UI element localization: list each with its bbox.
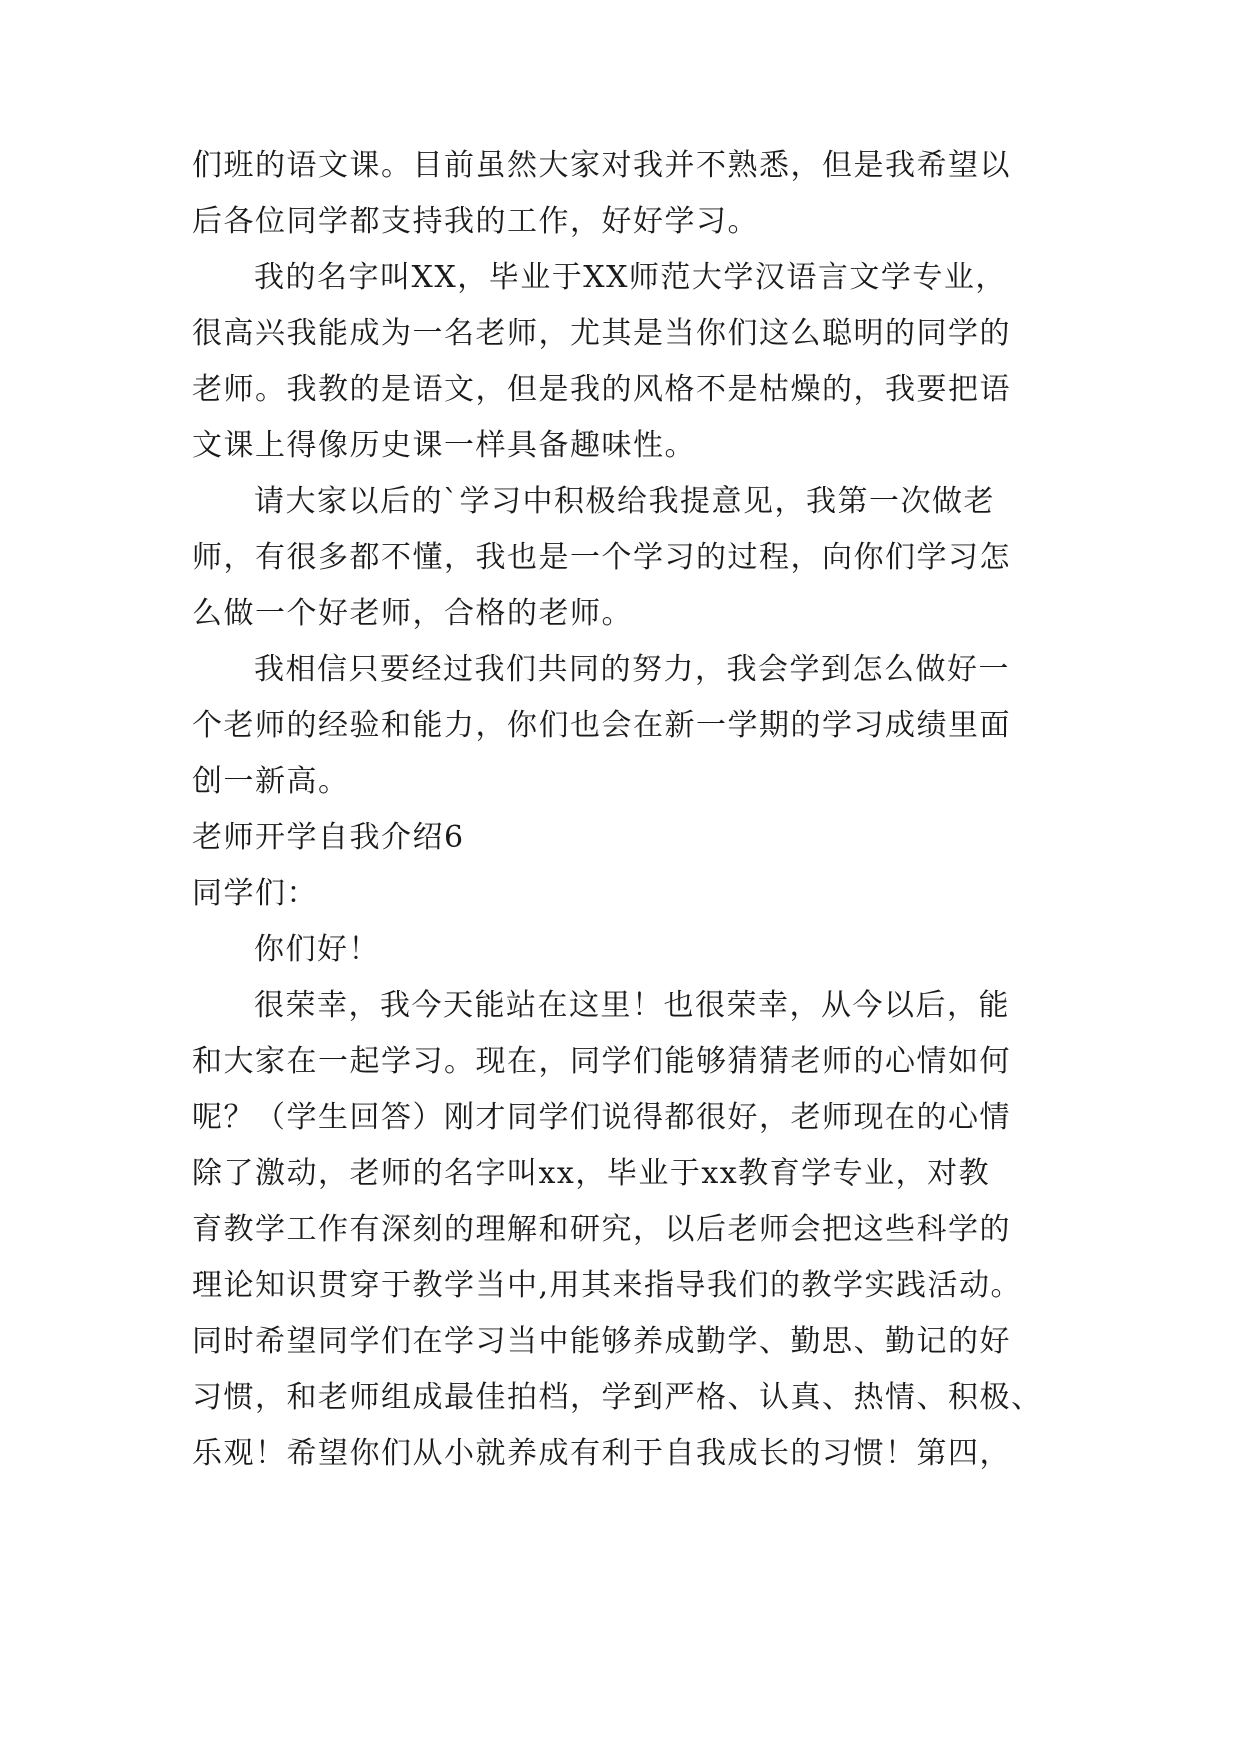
greeting: 你们好！ <box>254 932 380 967</box>
text-line: 很高兴我能成为一名老师，尤其是当你们这么聪明的同学的 <box>192 316 1011 351</box>
paragraph-start: 很荣幸，我今天能站在这里！也很荣幸，从今以后，能 <box>254 988 1010 1023</box>
salutation: 同学们： <box>192 876 318 911</box>
text-line: 乐观！希望你们从小就养成有利于自我成长的习惯！第四， <box>192 1436 1011 1471</box>
text-line: 同时希望同学们在学习当中能够养成勤学、勤思、勤记的好 <box>192 1324 1011 1359</box>
section-heading: 老师开学自我介绍6 <box>192 820 465 855</box>
text-line: 师，有很多都不懂，我也是一个学习的过程，向你们学习怎 <box>192 540 1011 575</box>
text-line: 么做一个好老师，合格的老师。 <box>192 596 633 631</box>
text-line: 理论知识贯穿于教学当中,用其来指导我们的教学实践活动。 <box>192 1268 1023 1303</box>
paragraph-start: 我的名字叫XX，毕业于XX师范大学汉语言文学专业， <box>254 260 1007 295</box>
text-line: 育教学工作有深刻的理解和研究，以后老师会把这些科学的 <box>192 1212 1011 1247</box>
text-line: 和大家在一起学习。现在，同学们能够猜猜老师的心情如何 <box>192 1044 1011 1079</box>
text-line: 个老师的经验和能力，你们也会在新一学期的学习成绩里面 <box>192 708 1011 743</box>
text-line: 呢？（学生回答）刚才同学们说得都很好，老师现在的心情 <box>192 1100 1011 1135</box>
text-line: 创一新高。 <box>192 764 350 799</box>
text-line: 除了激动，老师的名字叫xx，毕业于xx教育学专业，对教 <box>192 1156 991 1191</box>
paragraph-start: 请大家以后的`学习中积极给我提意见，我第一次做老 <box>254 484 995 519</box>
text-line: 后各位同学都支持我的工作，好好学习。 <box>192 204 759 239</box>
text-line: 文课上得像历史课一样具备趣味性。 <box>192 428 696 463</box>
text-line: 习惯，和老师组成最佳拍档，学到严格、认真、热情、积极、 <box>192 1380 1043 1415</box>
paragraph-start: 我相信只要经过我们共同的努力，我会学到怎么做好一 <box>254 652 1010 687</box>
text-line: 老师。我教的是语文，但是我的风格不是枯燥的，我要把语 <box>192 372 1011 407</box>
text-line: 们班的语文课。目前虽然大家对我并不熟悉，但是我希望以 <box>192 148 1011 183</box>
